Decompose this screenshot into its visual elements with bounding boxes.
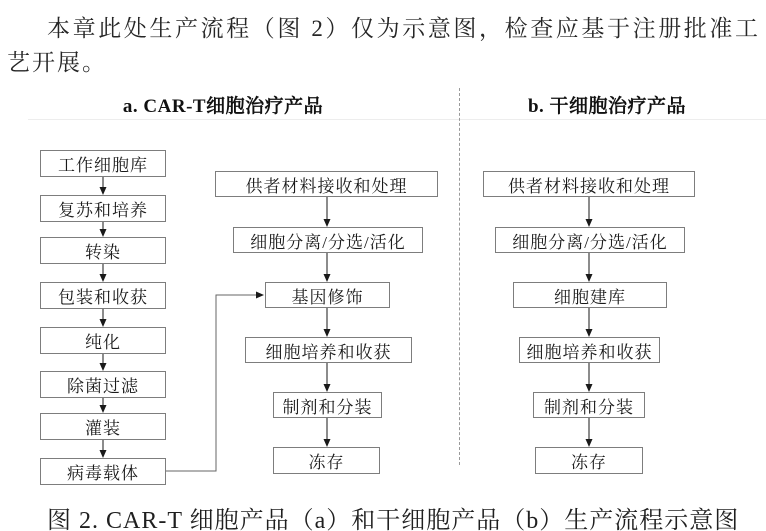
viral-vector-to-gene-modification-connector	[166, 295, 263, 471]
box-cell-separation-b: 细胞分离/分选/活化	[495, 227, 685, 253]
box-cell-culture-harvest-a: 细胞培养和收获	[245, 337, 412, 363]
box-donor-material-receipt-a: 供者材料接收和处理	[215, 171, 438, 197]
box-transfection: 转染	[40, 237, 166, 264]
box-viral-vector: 病毒载体	[40, 458, 166, 485]
box-donor-material-receipt-b: 供者材料接收和处理	[483, 171, 695, 197]
box-formulation-filling-a: 制剂和分装	[273, 392, 382, 418]
box-thaw-and-culture: 复苏和培养	[40, 195, 166, 222]
box-working-cell-bank: 工作细胞库	[40, 150, 166, 177]
intro-paragraph-line-1: 本章此处生产流程（图 2）仅为示意图，检查应基于注册批准工	[47, 16, 760, 41]
box-packaging-and-harvest: 包装和收获	[40, 282, 166, 309]
box-cryopreservation-b: 冻存	[535, 447, 643, 474]
box-cryopreservation-a: 冻存	[273, 447, 380, 474]
box-sterile-filtration: 除菌过滤	[40, 371, 166, 398]
box-filling: 灌装	[40, 413, 166, 440]
intro-paragraph-line-2: 艺开展。	[7, 50, 107, 75]
box-cell-banking: 细胞建库	[513, 282, 667, 308]
box-cell-separation-a: 细胞分离/分选/活化	[233, 227, 423, 253]
box-gene-modification: 基因修饰	[265, 282, 390, 308]
figure-caption: 图 2. CAR-T 细胞产品（a）和干细胞产品（b）生产流程示意图	[47, 508, 740, 531]
box-cell-culture-harvest-b: 细胞培养和收获	[519, 337, 660, 363]
section-a-title: a. CAR-T细胞治疗产品	[122, 96, 324, 117]
box-formulation-filling-b: 制剂和分装	[533, 392, 645, 418]
section-b-title: b. 干细胞治疗产品	[527, 96, 687, 117]
box-purification: 纯化	[40, 327, 166, 354]
